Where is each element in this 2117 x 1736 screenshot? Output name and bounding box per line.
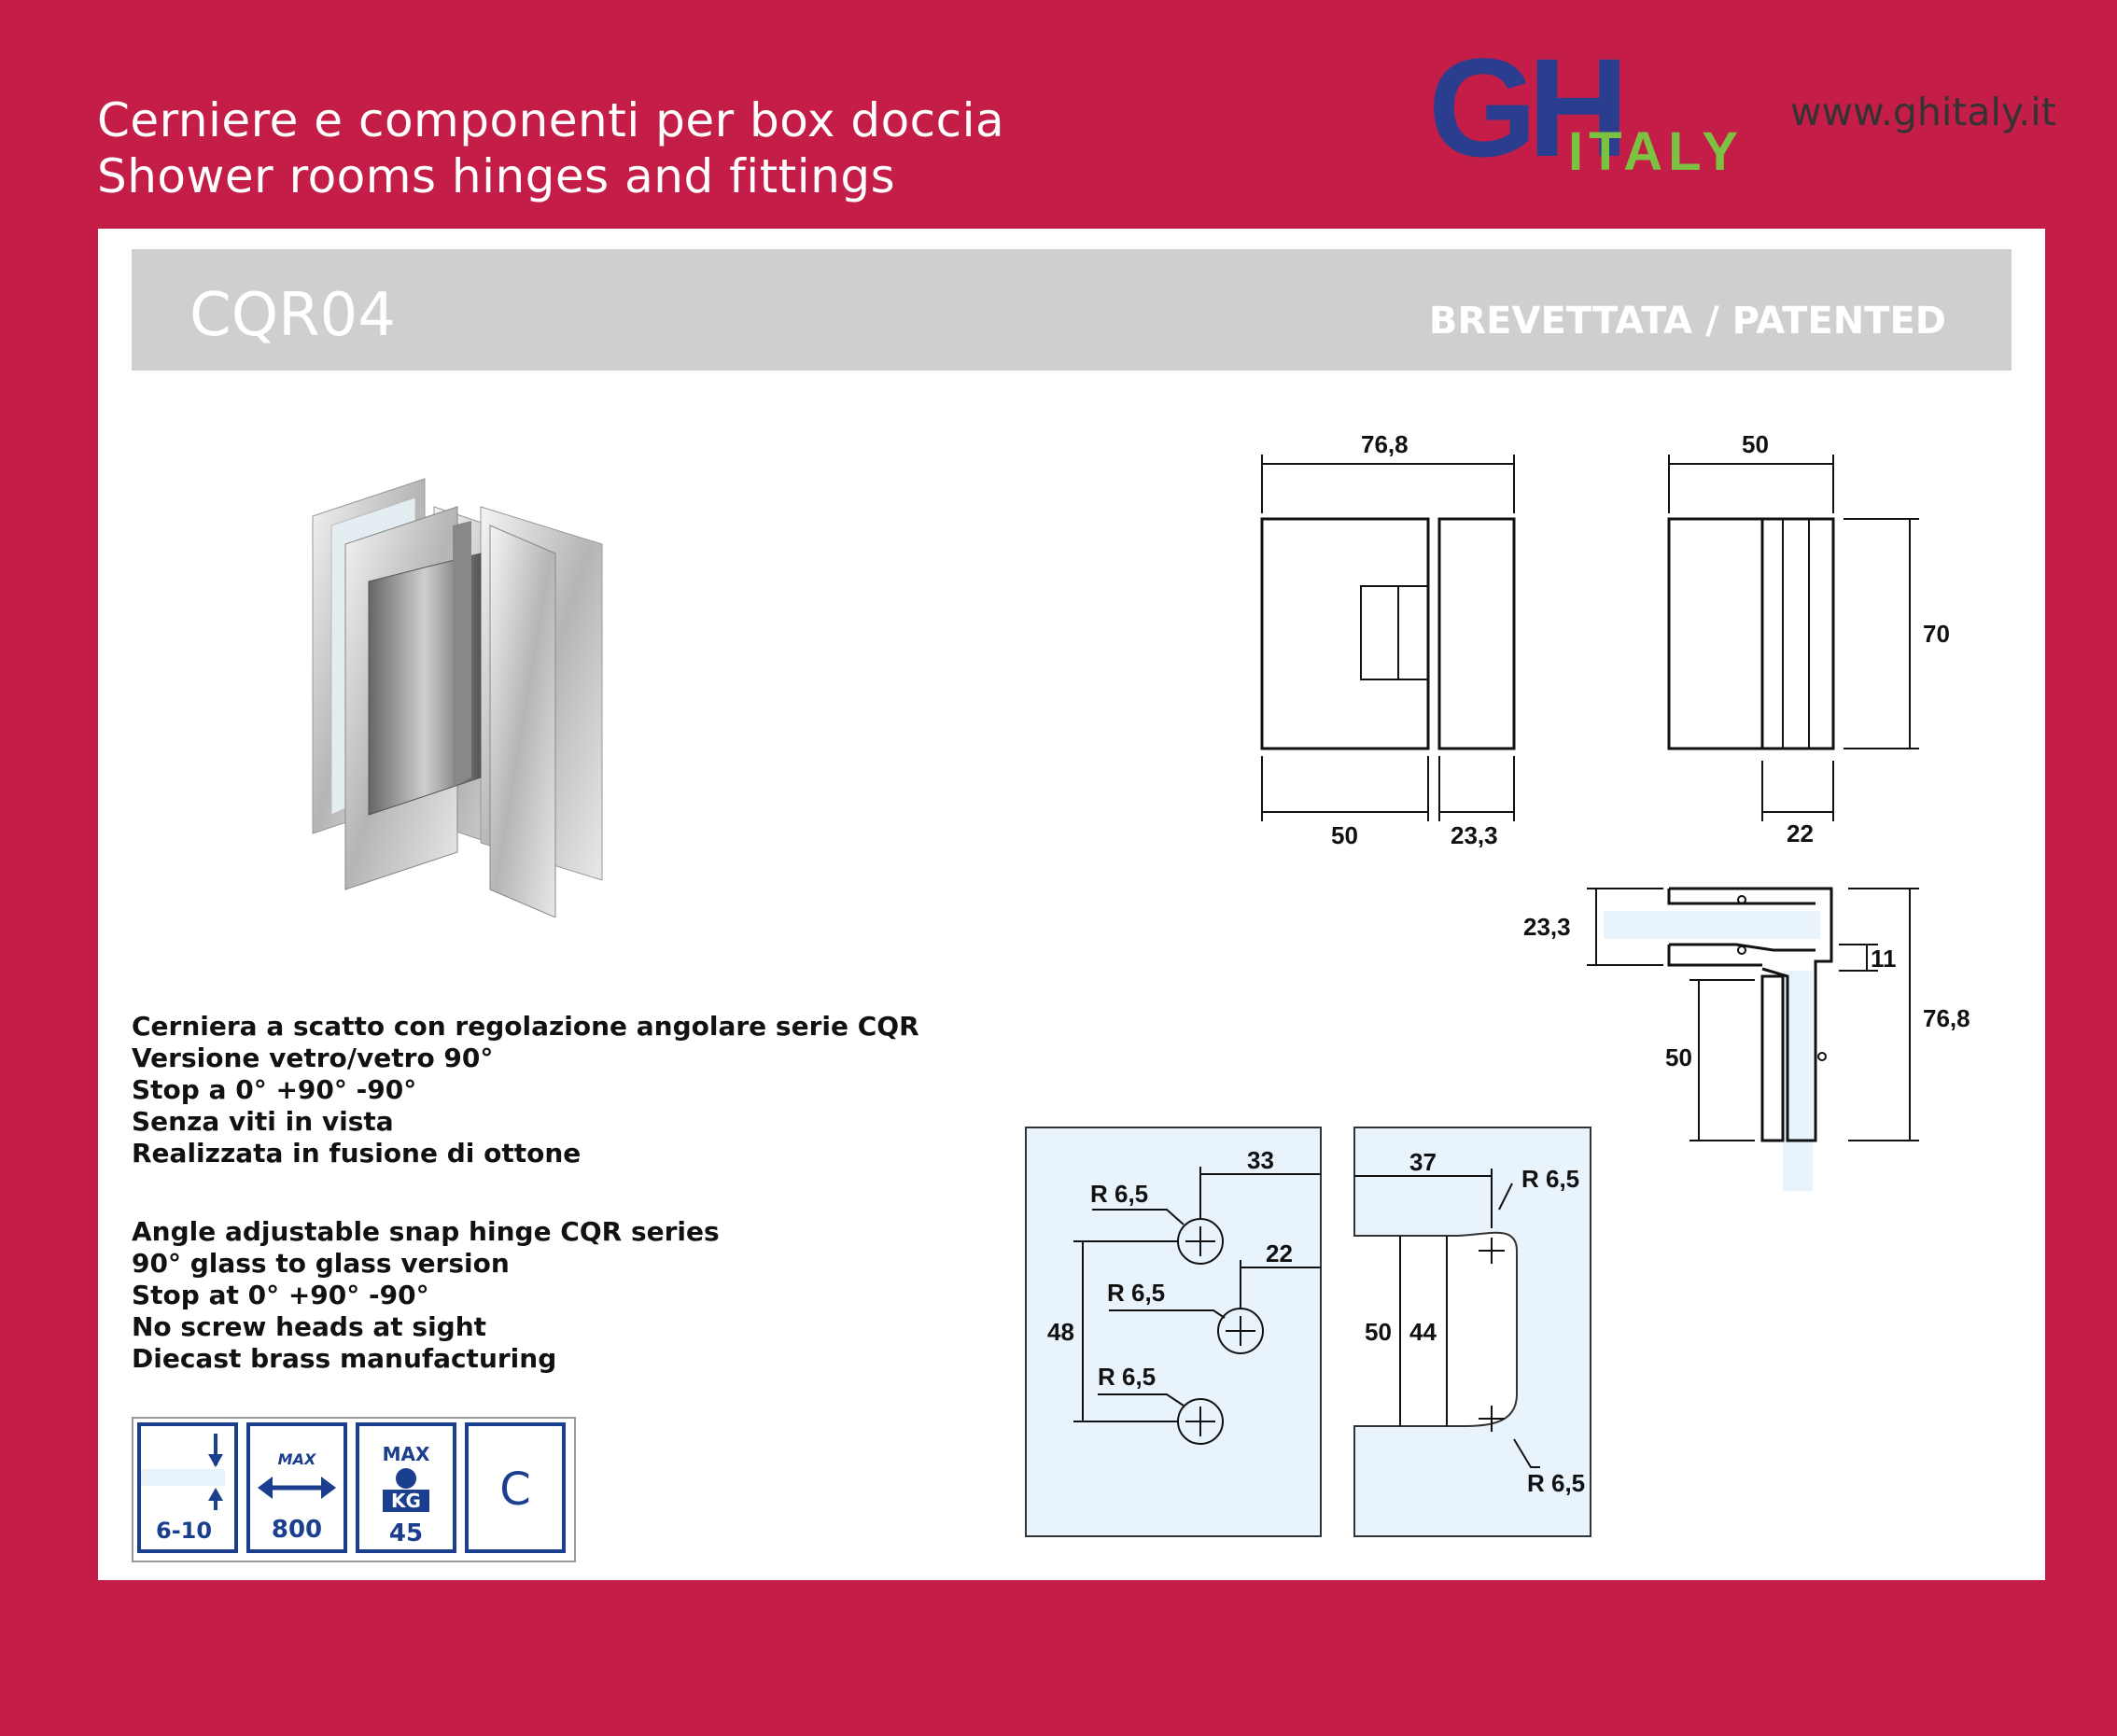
dim-side-height: 70	[1923, 620, 1950, 648]
dim-radius: R 6,5	[1527, 1469, 1586, 1497]
description-line: Stop at 0° +90° -90°	[132, 1280, 429, 1310]
dim-top-b: 11	[1871, 945, 1897, 973]
class-value: C	[499, 1463, 531, 1516]
patent-label: BREVETTATA / PATENTED	[1428, 300, 1946, 343]
description-line: Angle adjustable snap hinge CQR series	[132, 1216, 720, 1247]
dim-cut2-inner: 44	[1409, 1318, 1437, 1346]
description-line: Diecast brass manufacturing	[132, 1343, 557, 1374]
dim-side-bottom: 22	[1787, 819, 1814, 847]
dim-cut2-top: 37	[1409, 1148, 1437, 1176]
kg-label: KG	[383, 1490, 429, 1512]
description-line: Cerniera a scatto con regolazione angolare serie CQR	[132, 1011, 919, 1042]
dim-top-d: 76,8	[1923, 1004, 1970, 1032]
dim-front-width: 76,8	[1361, 430, 1409, 458]
dim-front-left: 50	[1331, 821, 1358, 849]
dim-cut1-mid: 22	[1266, 1239, 1293, 1267]
dim-radius: R 6,5	[1521, 1165, 1580, 1193]
description-line: Senza viti in vista	[132, 1106, 394, 1137]
logo-italy: ITALY	[1568, 121, 1744, 179]
glass-thickness-value: 6-10	[156, 1518, 213, 1544]
description-line: Stop a 0° +90° -90°	[132, 1074, 417, 1105]
header-title-italian: Cerniere e componenti per box doccia	[97, 93, 1005, 147]
dim-top-a: 23,3	[1523, 913, 1571, 941]
dim-cut1-top: 33	[1247, 1146, 1274, 1174]
description-line: No screw heads at sight	[132, 1311, 487, 1342]
dim-radius: R 6,5	[1090, 1180, 1149, 1208]
dim-top-c: 50	[1665, 1043, 1692, 1071]
description-line: Realizzata in fusione di ottone	[132, 1138, 582, 1169]
logo-gh: GH	[1428, 49, 1619, 179]
dim-cut2-outer: 50	[1365, 1318, 1392, 1346]
description-line: Versione vetro/vetro 90°	[132, 1043, 494, 1073]
max-label: MAX	[382, 1443, 430, 1465]
max-weight-value: 45	[388, 1519, 424, 1547]
dim-radius: R 6,5	[1098, 1363, 1157, 1391]
header-title-english: Shower rooms hinges and fittings	[97, 149, 896, 203]
product-code: CQR04	[189, 281, 396, 350]
dim-front-right: 23,3	[1451, 821, 1498, 849]
dim-side-width: 50	[1742, 430, 1769, 458]
description-line: 90° glass to glass version	[132, 1248, 510, 1279]
website-link[interactable]: www.ghitaly.it	[1790, 90, 2056, 134]
dim-cut1-height: 48	[1047, 1318, 1074, 1346]
dim-radius: R 6,5	[1107, 1279, 1166, 1307]
max-label: MAX	[277, 1450, 316, 1468]
max-width-value: 800	[271, 1516, 323, 1544]
